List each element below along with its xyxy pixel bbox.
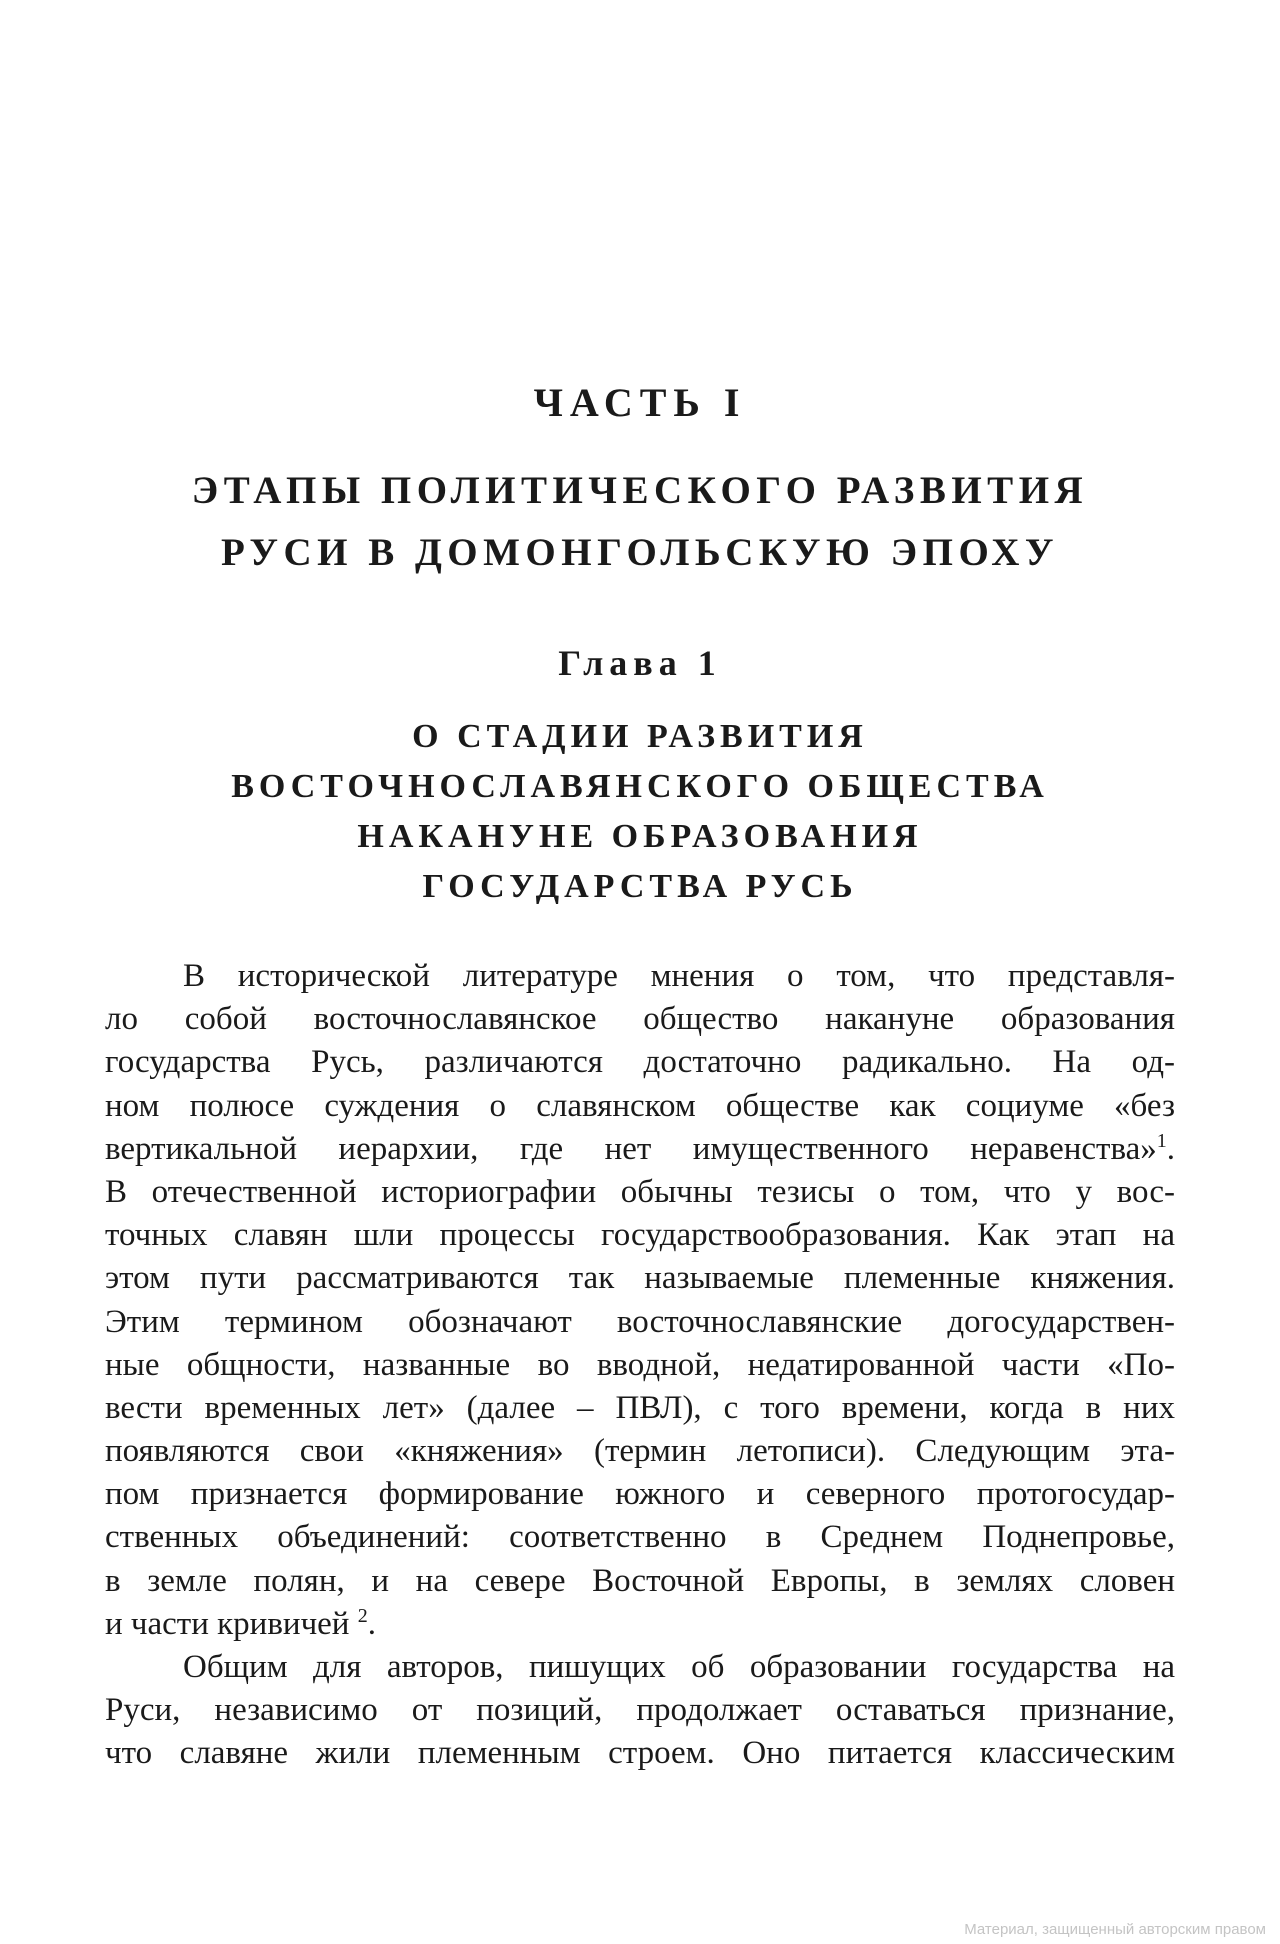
text-segment: и части кривичей [105,1605,350,1642]
chapter-title-line: НАКАНУНЕ ОБРАЗОВАНИЯ [357,818,923,855]
text-line: ло собой восточнославянское общество накануне образования [105,1001,1175,1038]
text-line: появляются свои «княжения» (термин летописи). Следующим эта- [105,1433,1175,1470]
text-segment: . [367,1605,376,1642]
text-line: В отечественной историографии обычны тезисы о том, что у вос- [105,1173,1175,1210]
text-line: точных славян шли процессы государствообразования. Как этап на [105,1217,1175,1254]
part-title-line: ЭТАПЫ ПОЛИТИЧЕСКОГО РАЗВИТИЯ [191,469,1089,512]
book-page [105,0,1175,1944]
text-line: пом признается формирование южного и северного протогосудар- [105,1476,1175,1513]
chapter-label: Глава 1 [558,643,722,683]
text-line: государства Русь, различаются достаточно радикально. На од- [105,1044,1175,1081]
text-line [105,1128,1175,1171]
text-line: Этим термином обозначают восточнославянские догосударствен- [105,1303,1175,1340]
text-segment: вертикальной иерархии, где нет имущественного неравенства» [105,1130,1157,1167]
paragraph [105,1646,1175,1776]
chapter-title-line: ГОСУДАРСТВА РУСЬ [422,868,858,905]
text-line: ные общности, названные во вводной, недатированной части «По- [105,1346,1175,1383]
text-line: в земле полян, и на севере Восточной Европы, в землях словен [105,1562,1175,1599]
chapter-title-line: ВОСТОЧНОСЛАВЯНСКОГО ОБЩЕСТВА [231,768,1049,805]
text-line: ном полюсе суждения о славянском обществе как социуме «без [105,1087,1175,1124]
paragraph [105,955,1175,1646]
footnote-ref[interactable]: 2 [357,1604,368,1627]
body-text [105,955,1175,1776]
chapter-title [105,712,1175,912]
text-segment: . [1166,1130,1175,1167]
text-line: этом пути рассматриваются так называемые племенные княжения. [105,1260,1175,1297]
part-title-line: РУСИ В ДОМОНГОЛЬСКУЮ ЭПОХУ [220,531,1060,574]
text-line: Общим для авторов, пишущих об образовании государства на [183,1649,1175,1685]
footnote-ref[interactable]: 1 [1156,1129,1167,1152]
text-line: В исторической литературе мнения о том, что представля- [183,958,1175,994]
text-line [105,1603,1175,1646]
text-line: что славяне жили племенным строем. Оно питается классическим [105,1735,1175,1772]
text-line: вести временных лет» (далее – ПВЛ), с того времени, когда в них [105,1389,1175,1426]
part-label: ЧАСТЬ I [533,380,747,425]
text-line: ственных объединений: соответственно в Среднем Поднепровье, [105,1519,1175,1556]
text-line: Руси, независимо от позиций, продолжает оставаться признание, [105,1692,1175,1729]
copyright-watermark: Материал, защищенный авторским правом [964,1921,1266,1938]
part-title [105,460,1175,584]
chapter-title-line: О СТАДИИ РАЗВИТИЯ [412,718,868,755]
